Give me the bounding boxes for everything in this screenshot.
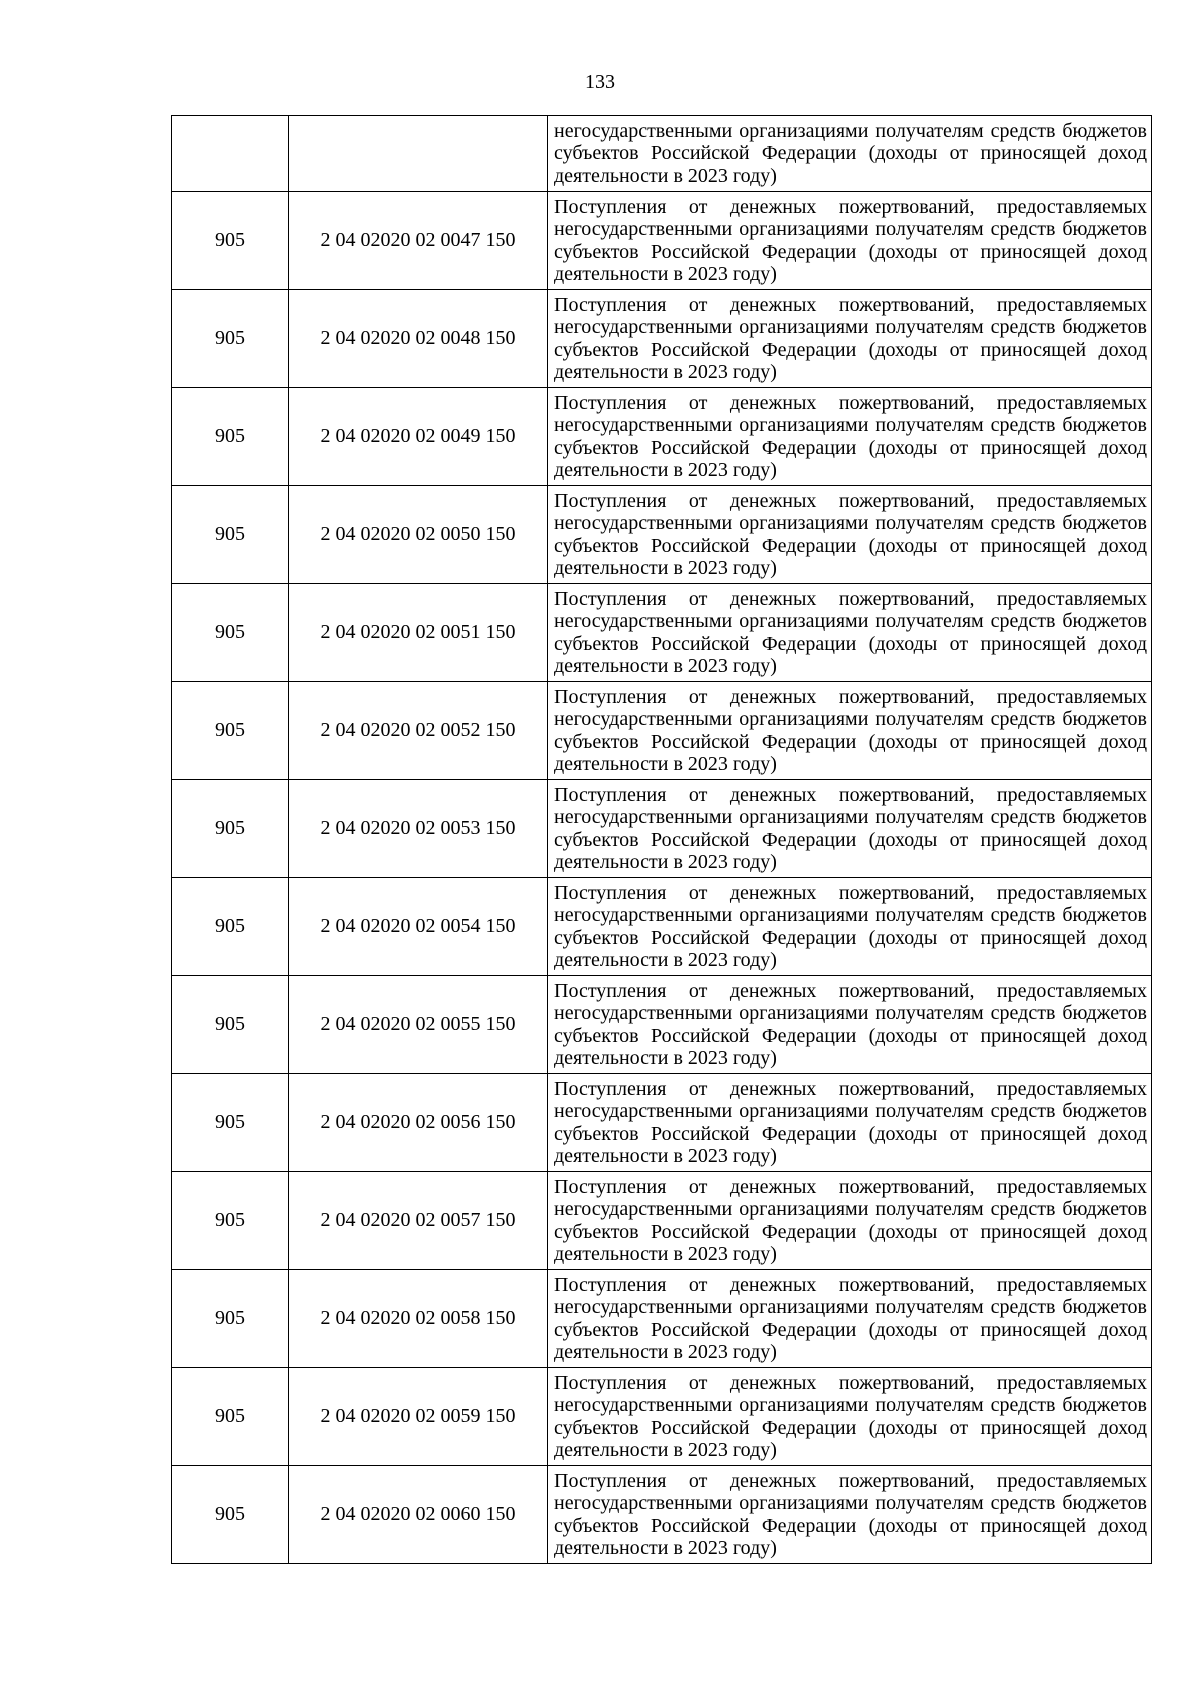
income-name-cell: Поступления от денежных пожертвований, предоставляемых негосударственными организациями получателям средств бюджетов субъектов Российской Федерации (доходы от приносящей доход деятельности в 2023 году) [548,976,1152,1074]
income-code-cell: 2 04 02020 02 0059 150 [289,1368,548,1466]
table-row [172,878,1152,976]
income-code-cell: 2 04 02020 02 0058 150 [289,1270,548,1368]
income-name-cell: Поступления от денежных пожертвований, предоставляемых негосударственными организациями получателям средств бюджетов субъектов Российской Федерации (доходы от приносящей доход деятельности в 2023 году) [548,290,1152,388]
admin-code-cell: 905 [172,486,289,584]
table-row [172,584,1152,682]
income-name-cell: Поступления от денежных пожертвований, предоставляемых негосударственными организациями получателям средств бюджетов субъектов Российской Федерации (доходы от приносящей доход деятельности в 2023 году) [548,1172,1152,1270]
income-name-cell: Поступления от денежных пожертвований, предоставляемых негосударственными организациями получателям средств бюджетов субъектов Российской Федерации (доходы от приносящей доход деятельности в 2023 году) [548,1466,1152,1564]
income-name-cell: Поступления от денежных пожертвований, предоставляемых негосударственными организациями получателям средств бюджетов субъектов Российской Федерации (доходы от приносящей доход деятельности в 2023 году) [548,1074,1152,1172]
admin-code-cell: 905 [172,1466,289,1564]
income-name-cell: Поступления от денежных пожертвований, предоставляемых негосударственными организациями получателям средств бюджетов субъектов Российской Федерации (доходы от приносящей доход деятельности в 2023 году) [548,584,1152,682]
income-name-cell: Поступления от денежных пожертвований, предоставляемых негосударственными организациями получателям средств бюджетов субъектов Российской Федерации (доходы от приносящей доход деятельности в 2023 году) [548,192,1152,290]
table-row [172,976,1152,1074]
admin-code-cell: 905 [172,682,289,780]
admin-code-cell: 905 [172,1270,289,1368]
table-row [172,1368,1152,1466]
admin-code-cell: 905 [172,780,289,878]
income-name-cell: Поступления от денежных пожертвований, предоставляемых негосударственными организациями получателям средств бюджетов субъектов Российской Федерации (доходы от приносящей доход деятельности в 2023 году) [548,1270,1152,1368]
table-body [172,116,1152,1564]
income-code-cell: 2 04 02020 02 0047 150 [289,192,548,290]
income-name-cell: Поступления от денежных пожертвований, предоставляемых негосударственными организациями получателям средств бюджетов субъектов Российской Федерации (доходы от приносящей доход деятельности в 2023 году) [548,388,1152,486]
income-code-cell: 2 04 02020 02 0050 150 [289,486,548,584]
table-row [172,1270,1152,1368]
income-code-cell: 2 04 02020 02 0054 150 [289,878,548,976]
income-name-cell: Поступления от денежных пожертвований, предоставляемых негосударственными организациями получателям средств бюджетов субъектов Российской Федерации (доходы от приносящей доход деятельности в 2023 году) [548,1368,1152,1466]
table-row [172,1172,1152,1270]
admin-code-cell: 905 [172,290,289,388]
admin-code-cell: 905 [172,976,289,1074]
income-name-cell: Поступления от денежных пожертвований, предоставляемых негосударственными организациями получателям средств бюджетов субъектов Российской Федерации (доходы от приносящей доход деятельности в 2023 году) [548,878,1152,976]
income-name-cell: Поступления от денежных пожертвований, предоставляемых негосударственными организациями получателям средств бюджетов субъектов Российской Федерации (доходы от приносящей доход деятельности в 2023 году) [548,682,1152,780]
admin-code-cell: 905 [172,388,289,486]
admin-code-cell: 905 [172,1172,289,1270]
admin-code-cell: 905 [172,1074,289,1172]
admin-code-cell [172,116,289,192]
table-row [172,486,1152,584]
admin-code-cell: 905 [172,1368,289,1466]
income-name-cell: негосударственными организациями получателям средств бюджетов субъектов Российской Федерации (доходы от приносящей доход деятельности в 2023 году) [548,116,1152,192]
table-row [172,290,1152,388]
table-row-continued [172,116,1152,192]
income-code-cell: 2 04 02020 02 0056 150 [289,1074,548,1172]
income-code-cell: 2 04 02020 02 0060 150 [289,1466,548,1564]
table-row [172,1466,1152,1564]
table-row [172,780,1152,878]
income-code-cell: 2 04 02020 02 0051 150 [289,584,548,682]
table-row [172,682,1152,780]
admin-code-cell: 905 [172,192,289,290]
income-name-cell: Поступления от денежных пожертвований, предоставляемых негосударственными организациями получателям средств бюджетов субъектов Российской Федерации (доходы от приносящей доход деятельности в 2023 году) [548,486,1152,584]
page-number: 133 [585,71,615,93]
income-code-cell: 2 04 02020 02 0049 150 [289,388,548,486]
admin-code-cell: 905 [172,584,289,682]
income-code-cell: 2 04 02020 02 0053 150 [289,780,548,878]
income-code-cell: 2 04 02020 02 0052 150 [289,682,548,780]
income-code-cell [289,116,548,192]
income-code-cell: 2 04 02020 02 0057 150 [289,1172,548,1270]
budget-classification-table [171,115,1152,1564]
income-name-cell: Поступления от денежных пожертвований, предоставляемых негосударственными организациями получателям средств бюджетов субъектов Российской Федерации (доходы от приносящей доход деятельности в 2023 году) [548,780,1152,878]
table-row [172,388,1152,486]
income-code-cell: 2 04 02020 02 0048 150 [289,290,548,388]
income-code-cell: 2 04 02020 02 0055 150 [289,976,548,1074]
admin-code-cell: 905 [172,878,289,976]
table-row [172,1074,1152,1172]
table-row [172,192,1152,290]
